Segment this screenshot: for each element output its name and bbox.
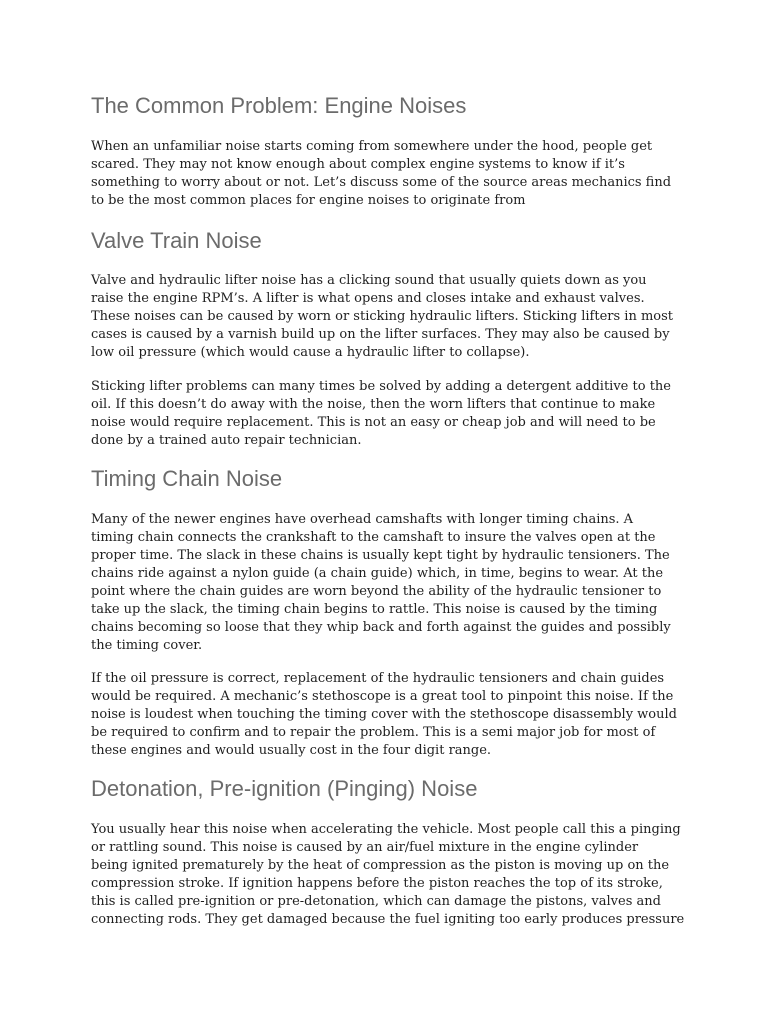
text-line: scared. They may not know enough about complex engine systems to know if it’s [91,157,625,172]
text-line: something to worry about or not. Let’s discuss some of the source areas mechanics find [91,175,672,190]
text-line: proper time. The slack in these chains is usually kept tight by hydraulic tensioners. The [91,548,670,563]
text-line: raise the engine RPM’s. A lifter is what opens and closes intake and exhaust valves. [91,291,645,306]
text-line: to be the most common places for engine noises to originate from [91,193,526,208]
text-line: timing chain connects the crankshaft to the camshaft to insure the valves open at the [91,530,656,545]
text-line: When an unfamiliar noise starts coming from somewhere under the hood, people get [91,139,653,154]
text-line: You usually hear this noise when accelerating the vehicle. Most people call this a pinging [91,822,681,837]
paragraph-timing-1 [91,511,691,655]
text-line: noise is loudest when touching the timing cover with the stethoscope disassembly would [91,707,677,722]
text-line: take up the slack, the timing chain begins to rattle. This noise is caused by the timing [91,602,658,617]
text-line: Many of the newer engines have overhead camshafts with longer timing chains. A [91,512,634,527]
text-line: chains becoming so loose that they whip back and forth against the guides and possibly [91,620,671,635]
text-line: Sticking lifter problems can many times be solved by adding a detergent additive to the [91,379,671,394]
text-line: be required to confirm and to repair the problem. This is a semi major job for most of [91,725,656,740]
heading-engine-noises: The Common Problem: Engine Noises [91,93,467,118]
text-line: or rattling sound. This noise is caused by an air/fuel mixture in the engine cylinder [91,840,639,855]
text-line: this is called pre-ignition or pre-detonation, which can damage the pistons, valves and [91,894,661,909]
paragraph-timing-2 [91,670,691,760]
text-line: chains ride against a nylon guide (a chain guide) which, in time, begins to wear. At the [91,566,664,581]
text-line: point where the chain guides are worn beyond the ability of the hydraulic tensioner to [91,584,662,599]
text-line: the timing cover. [91,638,203,653]
paragraph-detonation-1 [91,821,691,929]
heading-detonation: Detonation, Pre-ignition (Pinging) Noise [91,776,478,801]
text-line: connecting rods. They get damaged because the fuel igniting too early produces pressure [91,912,685,927]
text-line: compression stroke. If ignition happens before the piston reaches the top of its stroke, [91,876,663,891]
paragraph-intro [91,138,691,210]
text-line: done by a trained auto repair technician. [91,433,362,448]
heading-timing-chain: Timing Chain Noise [91,466,283,491]
heading-valve-train: Valve Train Noise [91,228,262,253]
text-line: If the oil pressure is correct, replacement of the hydraulic tensioners and chain guides [91,671,665,686]
paragraph-valve-1 [91,272,691,362]
text-line: noise would require replacement. This is not an easy or cheap job and will need to be [91,415,656,430]
text-line: cases is caused by a varnish build up on the lifter surfaces. They may also be caused by [91,327,670,342]
text-line: would be required. A mechanic’s stethoscope is a great tool to pinpoint this noise. If the [91,689,674,704]
text-line: being ignited prematurely by the heat of compression as the piston is moving up on the [91,858,670,873]
text-line: low oil pressure (which would cause a hydraulic lifter to collapse). [91,345,530,360]
text-line: These noises can be caused by worn or sticking hydraulic lifters. Sticking lifters in most [91,309,674,324]
text-line: oil. If this doesn’t do away with the noise, then the worn lifters that continue to make [91,397,656,412]
text-line: these engines and would usually cost in the four digit range. [91,743,492,758]
paragraph-valve-2 [91,378,691,450]
text-line: Valve and hydraulic lifter noise has a clicking sound that usually quiets down as you [91,273,647,288]
